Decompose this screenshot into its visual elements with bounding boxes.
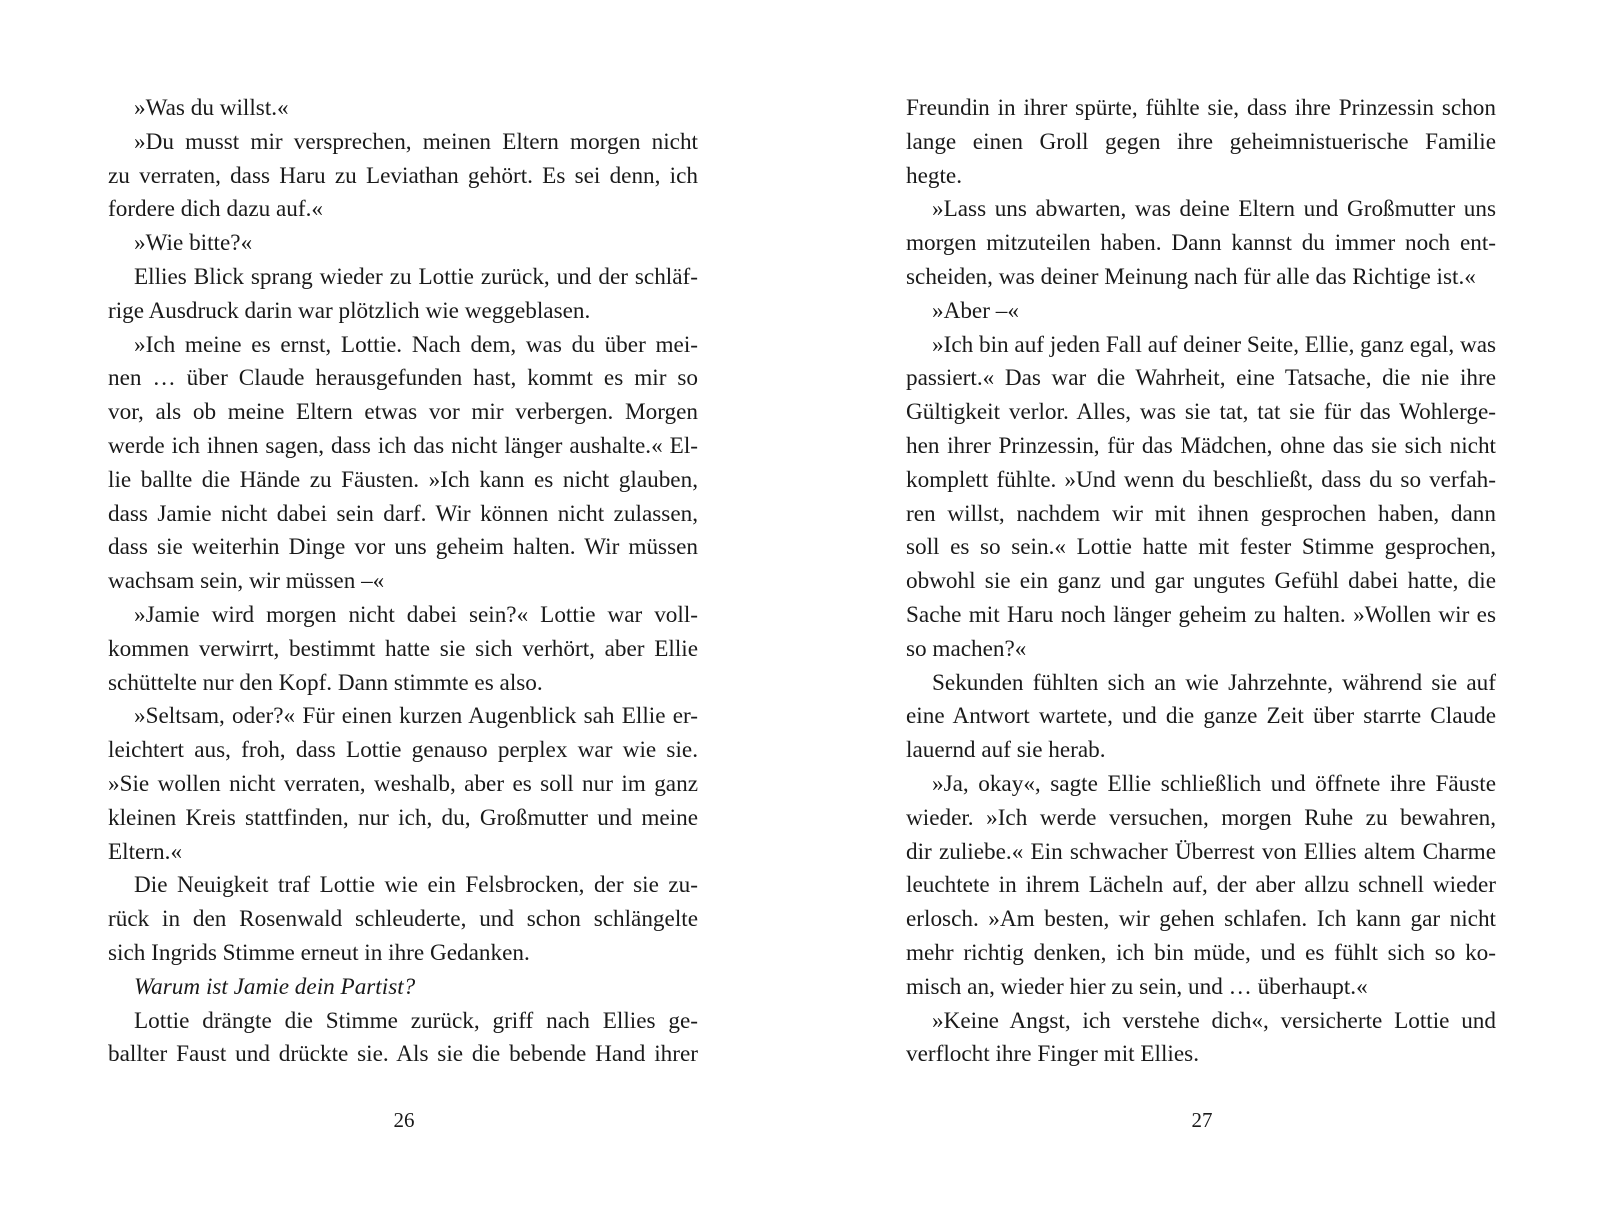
text-line: nen … über Claude herausgefunden hast, kommt es mir so [108,365,698,392]
text-line: fordere dich dazu auf.« [108,196,324,223]
text-line: soll es so sein.« Lottie hatte mit fester Stimme gesprochen, [906,534,1496,561]
text-line: lauernd auf sie herab. [906,737,1106,764]
right-page [906,92,1496,1072]
text-line: »Jamie wird morgen nicht dabei sein?« Lottie war voll- [134,601,698,628]
text-line: »Aber –« [932,297,1019,324]
text-line: Die Neuigkeit traf Lottie wie ein Felsbrocken, der sie zu- [134,872,698,899]
text-line: zu verraten, dass Haru zu Leviathan gehört. Es sei denn, ich [108,162,698,189]
left-page [108,92,698,1072]
text-line: Eltern.« [108,838,183,865]
text-line: kommen verwirrt, bestimmt hatte sie sich verhört, aber Ellie [108,635,698,662]
text-line: Sekunden fühlten sich an wie Jahrzehnte, während sie auf [932,669,1496,696]
text-line: wieder. »Ich werde versuchen, morgen Ruhe zu bewahren, [906,804,1496,831]
text-line: so machen?« [906,635,1027,662]
right-page-text [906,92,1496,1072]
text-line: morgen mitzuteilen haben. Dann kannst du immer noch ent- [906,230,1496,257]
text-line: kleinen Kreis stattfinden, nur ich, du, Großmutter und meine [108,804,698,831]
text-line: hen ihrer Prinzessin, für das Mädchen, ohne das sie sich nicht [906,432,1496,459]
text-line: Lottie drängte die Stimme zurück, griff nach Ellies ge- [134,1007,698,1034]
text-line: werde ich ihnen sagen, dass ich das nicht länger aushalte.« El- [108,432,698,459]
text-line: Gültigkeit verlor. Alles, was sie tat, tat sie für das Wohlerge- [906,399,1496,426]
left-page-text [108,92,698,1072]
text-line: leichtert aus, froh, dass Lottie genauso perplex war wie sie. [108,737,698,764]
text-line: rige Ausdruck darin war plötzlich wie weggeblasen. [108,297,591,324]
text-line: verflocht ihre Finger mit Ellies. [906,1041,1199,1068]
text-line: »Was du willst.« [134,95,289,121]
text-line: »Seltsam, oder?« Für einen kurzen Augenblick sah Ellie er- [134,703,698,730]
text-line: »Lass uns abwarten, was deine Eltern und Großmutter uns [932,196,1496,223]
text-line: eine Antwort wartete, und die ganze Zeit über starrte Claude [906,703,1496,730]
page-number-right: 27 [1191,1108,1213,1132]
text-line: vor, als ob meine Eltern etwas vor mir verbergen. Morgen [108,399,698,426]
text-line: »Ich meine es ernst, Lottie. Nach dem, was du über mei- [134,331,698,358]
text-line: scheiden, was deiner Meinung nach für alle das Richtige ist.« [906,263,1476,290]
text-line: erlosch. »Am besten, wir gehen schlafen. Ich kann gar nicht [906,906,1496,933]
text-line: »Keine Angst, ich verstehe dich«, versicherte Lottie und [932,1007,1496,1034]
text-line: »Sie wollen nicht verraten, weshalb, aber es soll nur im ganz [108,770,698,797]
text-line: leuchtete in ihrem Lächeln auf, der aber allzu schnell wieder [906,872,1496,899]
text-line: Ellies Blick sprang wieder zu Lottie zurück, und der schläf- [134,263,698,290]
text-line: wachsam sein, wir müssen –« [108,568,385,595]
text-line: passiert.« Das war die Wahrheit, eine Tatsache, die nie ihre [906,365,1496,392]
text-line: ballter Faust und drückte sie. Als sie die bebende Hand ihrer [108,1041,698,1068]
text-line: sich Ingrids Stimme erneut in ihre Gedanken. [108,939,530,966]
text-line: mehr richtig denken, ich bin müde, und es fühlt sich so ko- [906,939,1496,966]
text-line: hegte. [906,162,963,189]
text-line: komplett fühlte. »Und wenn du beschließt, dass du so verfah- [906,466,1496,493]
text-line: Freundin in ihrer spürte, fühlte sie, dass ihre Prinzessin schon [906,95,1496,121]
text-line: lie ballte die Hände zu Fäusten. »Ich kann es nicht glauben, [108,466,698,493]
text-line: lange einen Groll gegen ihre geheimnistuerische Familie [906,128,1496,155]
text-line: dass Jamie nicht dabei sein darf. Wir können nicht zulassen, [108,500,698,527]
text-line: schüttelte nur den Kopf. Dann stimmte es also. [108,669,543,696]
text-line: dir zuliebe.« Ein schwacher Überrest von Ellies altem Charme [906,838,1496,865]
text-line: »Du musst mir versprechen, meinen Eltern morgen nicht [134,128,698,155]
text-line: ren willst, nachdem wir mit ihnen gesprochen haben, dann [906,500,1496,527]
text-line: dass sie weiterhin Dinge vor uns geheim halten. Wir müssen [108,534,698,561]
text-line: Sache mit Haru noch länger geheim zu halten. »Wollen wir es [906,601,1496,628]
text-line-italic: Warum ist Jamie dein Partist? [134,973,416,1000]
text-line: obwohl sie ein ganz und gar ungutes Gefühl dabei hatte, die [906,568,1496,595]
page-number-left: 26 [393,1108,415,1132]
text-line: »Ja, okay«, sagte Ellie schließlich und öffnete ihre Fäuste [932,770,1496,797]
text-line: »Ich bin auf jeden Fall auf deiner Seite, Ellie, ganz egal, was [932,331,1497,358]
text-line: »Wie bitte?« [134,230,253,257]
text-line: rück in den Rosenwald schleuderte, und schon schlängelte [108,906,698,933]
text-line: misch an, wieder hier zu sein, und … überhaupt.« [906,973,1368,1000]
